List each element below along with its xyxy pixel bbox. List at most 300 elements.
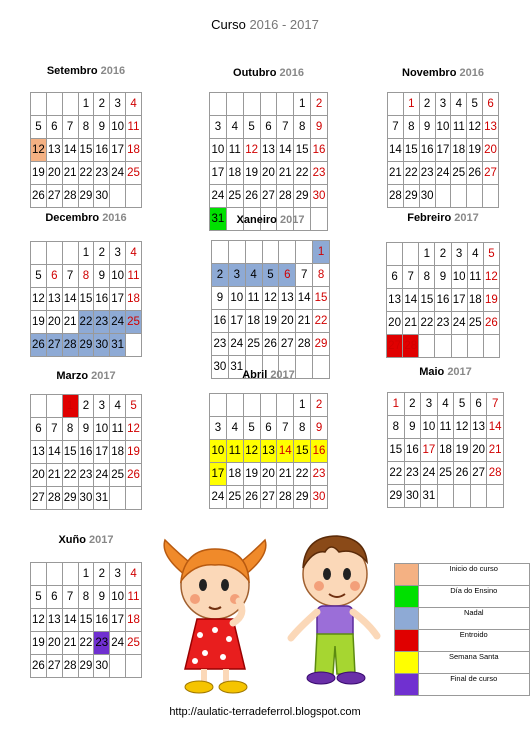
month-name: Decembro: [45, 212, 100, 224]
day-cell: 5: [31, 116, 47, 139]
day-cell: 27: [31, 487, 47, 510]
month-title: [209, 67, 328, 79]
day-cell: 2: [311, 394, 328, 417]
day-cell: 19: [454, 439, 471, 462]
empty-cell: [110, 185, 126, 208]
day-cell: 22: [403, 162, 419, 185]
day-cell: 27: [46, 185, 62, 208]
day-cell: 4: [126, 242, 142, 265]
day-cell: 8: [403, 116, 419, 139]
day-cell: 24: [451, 312, 467, 335]
week-row: [31, 418, 142, 441]
day-cell: 9: [311, 417, 328, 440]
day-cell: 18: [437, 439, 454, 462]
legend-row: [395, 630, 530, 652]
day-cell: 26: [243, 486, 260, 509]
day-cell: 25: [245, 333, 262, 356]
week-row: [388, 116, 499, 139]
day-cell: 15: [313, 287, 330, 310]
legend-row: [395, 608, 530, 630]
boy-illustration: [285, 528, 385, 688]
day-cell: 25: [126, 311, 142, 334]
title-years: 2016 - 2017: [249, 17, 319, 32]
day-cell: 28: [46, 487, 62, 510]
day-cell: 23: [94, 311, 110, 334]
week-row: [31, 441, 142, 464]
day-cell: 7: [403, 266, 419, 289]
empty-cell: [243, 394, 260, 417]
day-cell: 15: [78, 609, 94, 632]
week-row: [388, 139, 499, 162]
day-cell: 10: [421, 416, 438, 439]
empty-cell: [277, 394, 294, 417]
day-cell: 13: [46, 288, 62, 311]
day-cell: 7: [487, 393, 504, 416]
week-row: [31, 162, 142, 185]
week-row: [387, 312, 500, 335]
day-cell: 30: [94, 655, 110, 678]
day-cell: 25: [126, 632, 142, 655]
day-cell: 25: [110, 464, 126, 487]
empty-cell: [126, 185, 142, 208]
day-cell: 14: [487, 416, 504, 439]
week-row: [388, 416, 504, 439]
day-cell: 19: [243, 162, 260, 185]
month-title: [30, 212, 142, 224]
day-cell: 25: [226, 185, 243, 208]
day-cell: 20: [31, 464, 47, 487]
empty-cell: [228, 241, 245, 264]
day-cell: 15: [62, 441, 78, 464]
day-cell: 1: [62, 395, 78, 418]
empty-cell: [31, 395, 47, 418]
day-cell: 13: [260, 440, 277, 463]
day-cell: 30: [311, 185, 328, 208]
month-title: [387, 67, 499, 79]
day-cell: 17: [421, 439, 438, 462]
day-cell: 2: [212, 264, 229, 287]
day-cell: 8: [388, 416, 405, 439]
day-cell: 7: [46, 418, 62, 441]
day-cell: 29: [294, 185, 311, 208]
day-cell: 1: [294, 93, 311, 116]
day-cell: 3: [110, 242, 126, 265]
empty-cell: [210, 394, 227, 417]
month-grid: [209, 92, 328, 231]
day-cell: 11: [110, 418, 126, 441]
day-cell: 27: [46, 655, 62, 678]
day-cell: 22: [62, 464, 78, 487]
day-cell: 4: [467, 243, 483, 266]
legend-label: Nadal: [418, 608, 530, 630]
day-cell: 18: [467, 289, 483, 312]
day-cell: 14: [388, 139, 404, 162]
day-cell: 23: [311, 463, 328, 486]
day-cell: 24: [228, 333, 245, 356]
day-cell: 3: [110, 93, 126, 116]
week-row: [210, 93, 328, 116]
day-cell: 21: [296, 310, 313, 333]
legend-label: Semana Santa: [418, 652, 530, 674]
empty-cell: [31, 563, 47, 586]
day-cell: 20: [387, 312, 403, 335]
week-row: [388, 439, 504, 462]
day-cell: 5: [126, 395, 142, 418]
day-cell: 27: [279, 333, 296, 356]
week-row: [212, 310, 330, 333]
day-cell: 29: [294, 486, 311, 509]
day-cell: 31: [110, 334, 126, 357]
empty-cell: [296, 241, 313, 264]
empty-cell: [435, 185, 451, 208]
day-cell: 13: [31, 441, 47, 464]
day-cell: 9: [311, 116, 328, 139]
day-cell: 28: [277, 185, 294, 208]
week-row: [212, 333, 330, 356]
empty-cell: [62, 93, 78, 116]
day-cell: 2: [94, 93, 110, 116]
girl-illustration: [155, 535, 275, 695]
day-cell: 16: [78, 441, 94, 464]
day-cell: 19: [31, 311, 47, 334]
day-cell: 26: [262, 333, 279, 356]
day-cell: 15: [388, 439, 405, 462]
day-cell: 14: [62, 609, 78, 632]
week-row: [212, 241, 330, 264]
day-cell: 2: [435, 243, 451, 266]
day-cell: 16: [94, 288, 110, 311]
week-row: [210, 486, 328, 509]
month-name: Maio: [419, 366, 445, 378]
day-cell: 3: [435, 93, 451, 116]
day-cell: 14: [62, 139, 78, 162]
legend-row: [395, 652, 530, 674]
month-grid: [30, 241, 142, 357]
day-cell: 21: [62, 311, 78, 334]
day-cell: 20: [483, 139, 499, 162]
day-cell: 16: [419, 139, 435, 162]
day-cell: 14: [62, 288, 78, 311]
empty-cell: [46, 242, 62, 265]
day-cell: 21: [62, 162, 78, 185]
week-row: [210, 417, 328, 440]
day-cell: 3: [451, 243, 467, 266]
day-cell: 11: [467, 266, 483, 289]
empty-cell: [110, 655, 126, 678]
day-cell: 13: [470, 416, 487, 439]
day-cell: 19: [31, 162, 47, 185]
day-cell: 27: [260, 185, 277, 208]
day-cell: 15: [294, 440, 311, 463]
day-cell: 7: [388, 116, 404, 139]
day-cell: 4: [451, 93, 467, 116]
day-cell: 16: [94, 609, 110, 632]
day-cell: 6: [387, 266, 403, 289]
day-cell: 5: [483, 243, 499, 266]
day-cell: 5: [31, 265, 47, 288]
empty-cell: [62, 563, 78, 586]
title-word: Curso: [211, 17, 246, 32]
day-cell: 18: [110, 441, 126, 464]
month-grid: [387, 92, 499, 208]
day-cell: 12: [262, 287, 279, 310]
day-cell: 6: [279, 264, 296, 287]
day-cell: 27: [387, 335, 403, 358]
day-cell: 16: [311, 440, 328, 463]
empty-cell: [483, 185, 499, 208]
week-row: [210, 463, 328, 486]
week-row: [387, 335, 500, 358]
day-cell: 6: [483, 93, 499, 116]
week-row: [31, 632, 142, 655]
legend-swatch: [395, 586, 419, 608]
month-name: Abril: [242, 369, 268, 381]
day-cell: 20: [260, 162, 277, 185]
day-cell: 5: [31, 586, 47, 609]
week-row: [388, 485, 504, 508]
empty-cell: [277, 93, 294, 116]
day-cell: 7: [62, 116, 78, 139]
month-title: [30, 65, 142, 77]
day-cell: 25: [451, 162, 467, 185]
empty-cell: [483, 335, 499, 358]
day-cell: 8: [78, 265, 94, 288]
month-grid: [209, 393, 328, 509]
week-row: [387, 243, 500, 266]
day-cell: 8: [78, 116, 94, 139]
day-cell: 23: [435, 312, 451, 335]
day-cell: 16: [94, 139, 110, 162]
day-cell: 13: [387, 289, 403, 312]
day-cell: 6: [31, 418, 47, 441]
month-grid: [30, 92, 142, 208]
week-row: [210, 394, 328, 417]
day-cell: 12: [243, 440, 260, 463]
empty-cell: [437, 485, 454, 508]
day-cell: 9: [212, 287, 229, 310]
day-cell: 7: [296, 264, 313, 287]
day-cell: 9: [419, 116, 435, 139]
week-row: [31, 265, 142, 288]
week-row: [388, 393, 504, 416]
day-cell: 19: [483, 289, 499, 312]
day-cell: 15: [294, 139, 311, 162]
empty-cell: [419, 335, 435, 358]
day-cell: 20: [260, 463, 277, 486]
day-cell: 17: [210, 162, 227, 185]
month-title: [211, 214, 330, 226]
month-title: [30, 534, 142, 546]
day-cell: 21: [487, 439, 504, 462]
day-cell: 10: [94, 418, 110, 441]
day-cell: 2: [311, 93, 328, 116]
week-row: [31, 93, 142, 116]
day-cell: 4: [437, 393, 454, 416]
day-cell: 7: [277, 116, 294, 139]
month-year: 2016: [102, 212, 127, 224]
week-row: [212, 287, 330, 310]
day-cell: 1: [78, 93, 94, 116]
day-cell: 25: [126, 162, 142, 185]
day-cell: 24: [210, 486, 227, 509]
day-cell: 12: [467, 116, 483, 139]
day-cell: 5: [454, 393, 471, 416]
day-cell: 11: [451, 116, 467, 139]
day-cell: 9: [435, 266, 451, 289]
day-cell: 12: [243, 139, 260, 162]
day-cell: 6: [46, 265, 62, 288]
day-cell: 2: [78, 395, 94, 418]
empty-cell: [260, 93, 277, 116]
day-cell: 12: [31, 609, 47, 632]
month-title: [386, 212, 500, 224]
empty-cell: [31, 93, 47, 116]
day-cell: 22: [294, 162, 311, 185]
day-cell: 29: [78, 334, 94, 357]
day-cell: 21: [277, 463, 294, 486]
day-cell: 11: [126, 586, 142, 609]
day-cell: 8: [294, 116, 311, 139]
week-row: [31, 586, 142, 609]
day-cell: 19: [243, 463, 260, 486]
day-cell: 14: [46, 441, 62, 464]
day-cell: 13: [46, 139, 62, 162]
empty-cell: [46, 563, 62, 586]
day-cell: 4: [126, 93, 142, 116]
day-cell: 2: [94, 242, 110, 265]
day-cell: 3: [210, 116, 227, 139]
day-cell: 23: [419, 162, 435, 185]
footer-url[interactable]: http://aulatic-terradeferrol.blogspot.com: [169, 706, 361, 718]
day-cell: 6: [46, 116, 62, 139]
empty-cell: [126, 334, 142, 357]
week-row: [210, 185, 328, 208]
day-cell: 17: [94, 441, 110, 464]
month-year: 2017: [279, 214, 305, 226]
day-cell: 3: [421, 393, 438, 416]
day-cell: 11: [245, 287, 262, 310]
day-cell: 27: [470, 462, 487, 485]
day-cell: 30: [212, 356, 229, 379]
week-row: [388, 462, 504, 485]
empty-cell: [126, 655, 142, 678]
day-cell: 3: [94, 395, 110, 418]
day-cell: 9: [78, 418, 94, 441]
day-cell: 8: [313, 264, 330, 287]
day-cell: 19: [262, 310, 279, 333]
day-cell: 31: [421, 485, 438, 508]
legend-label: Día do Ensino: [418, 586, 530, 608]
legend-label: Inicio do curso: [418, 564, 530, 586]
day-cell: 28: [487, 462, 504, 485]
day-cell: 20: [46, 311, 62, 334]
month-year: 2017: [447, 366, 472, 378]
legend-swatch: [395, 674, 419, 696]
month-year: 2017: [89, 534, 114, 546]
day-cell: 9: [94, 586, 110, 609]
day-cell: 25: [226, 486, 243, 509]
day-cell: 19: [31, 632, 47, 655]
legend-swatch: [395, 652, 419, 674]
month-grid: [30, 394, 142, 510]
day-cell: 2: [419, 93, 435, 116]
day-cell: 17: [210, 463, 227, 486]
day-cell: 28: [277, 486, 294, 509]
day-cell: 20: [46, 162, 62, 185]
day-cell: 20: [46, 632, 62, 655]
month-grid: [30, 562, 142, 678]
empty-cell: [243, 93, 260, 116]
month-grid: [386, 242, 500, 358]
day-cell: 22: [419, 312, 435, 335]
day-cell: 19: [126, 441, 142, 464]
empty-cell: [210, 93, 227, 116]
day-cell: 24: [94, 464, 110, 487]
empty-cell: [62, 242, 78, 265]
day-cell: 17: [451, 289, 467, 312]
day-cell: 10: [210, 440, 227, 463]
day-cell: 22: [388, 462, 405, 485]
month-name: Outubro: [233, 67, 277, 79]
legend-label: Final de curso: [418, 674, 530, 696]
day-cell: 12: [454, 416, 471, 439]
month-grid: [387, 392, 504, 508]
day-cell: 14: [296, 287, 313, 310]
day-cell: 2: [404, 393, 421, 416]
day-cell: 26: [467, 162, 483, 185]
day-cell: 18: [245, 310, 262, 333]
day-cell: 23: [404, 462, 421, 485]
day-cell: 8: [62, 418, 78, 441]
day-cell: 23: [311, 162, 328, 185]
day-cell: 20: [470, 439, 487, 462]
day-cell: 1: [388, 393, 405, 416]
day-cell: 30: [404, 485, 421, 508]
day-cell: 28: [62, 655, 78, 678]
month-year: 2017: [454, 212, 479, 224]
week-row: [388, 93, 499, 116]
empty-cell: [467, 335, 483, 358]
day-cell: 28: [62, 185, 78, 208]
empty-cell: [470, 485, 487, 508]
month-name: Marzo: [56, 370, 89, 382]
day-cell: 1: [403, 93, 419, 116]
legend-row: [395, 674, 530, 696]
day-cell: 19: [467, 139, 483, 162]
day-cell: 31: [228, 356, 245, 379]
legend-row: [395, 586, 530, 608]
day-cell: 23: [212, 333, 229, 356]
day-cell: 4: [126, 563, 142, 586]
day-cell: 21: [388, 162, 404, 185]
month-year: 2016: [100, 65, 126, 77]
calendar-title: [0, 17, 530, 32]
empty-cell: [435, 335, 451, 358]
day-cell: 5: [243, 116, 260, 139]
day-cell: 31: [94, 487, 110, 510]
empty-cell: [212, 241, 229, 264]
empty-cell: [487, 485, 504, 508]
week-row: [31, 311, 142, 334]
day-cell: 24: [110, 162, 126, 185]
legend-swatch: [395, 630, 419, 652]
day-cell: 22: [78, 632, 94, 655]
day-cell: 3: [228, 264, 245, 287]
week-row: [31, 185, 142, 208]
day-cell: 28: [403, 335, 419, 358]
month-title: [209, 369, 328, 381]
day-cell: 31: [210, 208, 227, 231]
